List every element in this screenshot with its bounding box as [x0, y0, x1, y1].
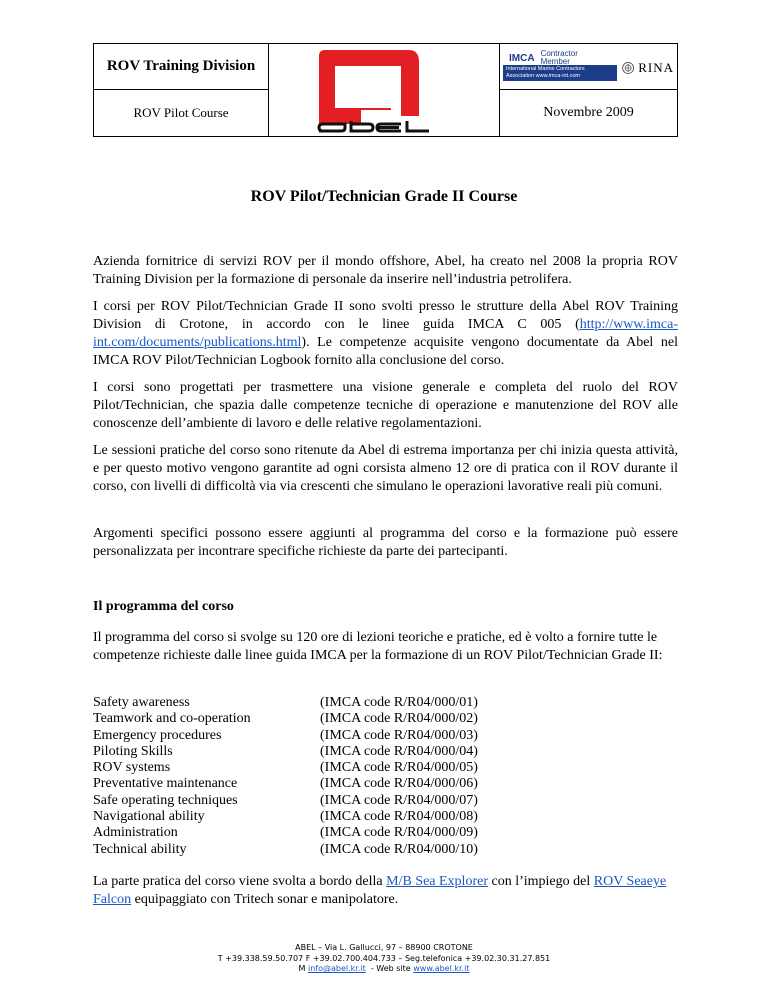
document-header: [93, 43, 678, 137]
imca-contractor-badge: IMCA Contractor Member International Marine Contractors Association www.imca-int.com: [503, 51, 617, 83]
practice-location-paragraph: La parte pratica del corso viene svolta a bordo della M/B Sea Explorer con l’impiego del ROV Seaeye Falcon equipaggiato con Tritech sonar e manipolatore.: [93, 874, 667, 907]
document-date: Novembre 2009: [499, 90, 677, 136]
design-paragraph: I corsi sono progettati per trasmettere una visione generale e completa del ruolo del ROV Pilot/Technician, che spazia dalle competenze tecniche di operazione e manutenzione del ROV alle conoscenze dell’ambiente di lavoro e delle relative regolamentazioni.: [93, 380, 678, 431]
list-item: Safe operating techniques (IMCA code R/R04/000/07): [93, 792, 478, 808]
list-item: Piloting Skills (IMCA code R/R04/000/04): [93, 743, 478, 759]
page-footer: [0, 943, 768, 975]
list-item: Safety awareness (IMCA code R/R04/000/01): [93, 695, 478, 710]
list-item: Teamwork and co-operation (IMCA code R/R04/000/02): [93, 711, 478, 727]
list-item: Navigational ability (IMCA code R/R04/000/08): [93, 809, 478, 825]
list-item: Emergency procedures (IMCA code R/R04/000/03): [93, 727, 478, 743]
program-intro: Il programma del corso si svolge su 120 ore di lezioni teoriche e pratiche, ed è volto a fornire tutte le competenze richieste dalle linee guida IMCA per la formazione di un ROV Pilot/Technician Grade II:: [93, 630, 663, 663]
imca-publications-link[interactable]: http://www.imca-int.com/documents/publications.html: [93, 317, 678, 350]
website-link[interactable]: www.abel.kr.it: [413, 964, 470, 973]
custom-paragraph: Argomenti specifici possono essere aggiunti al programma del corso e la formazione può essere personalizzata per incontrare specifiche richieste da parte dei partecipanti.: [93, 526, 678, 559]
practice-paragraph: Le sessioni pratiche del corso sono ritenute da Abel di estrema importanza per chi inizia questa attività, e per questo motivo vengono garantite ad ogni corsista almeno 12 ore di pratica con il ROV durante il corso, con livelli di difficoltà via via crescenti che simulano le operazioni lavorative reali più comuni.: [93, 443, 678, 494]
rina-logo: RINA: [622, 52, 674, 84]
footer-contacts: M info@abel.kr.it - Web site www.abel.kr.it: [298, 964, 470, 973]
footer-phones: T +39.338.59.50.707 F +39.02.700.404.733 – Seg.telefonica +39.02.30.31.27.851: [217, 953, 551, 963]
list-item: Preventative maintenance (IMCA code R/R04/000/06): [93, 776, 478, 792]
sea-explorer-link[interactable]: M/B Sea Explorer: [386, 874, 488, 889]
seaeye-falcon-link[interactable]: ROV Seaeye Falcon: [93, 874, 667, 907]
footer-address: ABEL – Via L. Gallucci, 97 – 88900 CROTONE: [295, 943, 473, 952]
abel-logo: [269, 44, 499, 136]
rina-seal-icon: [622, 55, 634, 81]
certification-logos: [499, 44, 677, 90]
list-item: ROV systems (IMCA code R/R04/000/05): [93, 760, 478, 776]
program-heading: Il programma del corso: [93, 599, 234, 614]
email-link[interactable]: info@abel.kr.it: [307, 964, 366, 973]
page-title: ROV Pilot/Technician Grade II Course: [250, 188, 518, 205]
intro-paragraph: Azienda fornitrice di servizi ROV per il mondo offshore, Abel, ha creato nel 2008 la propria ROV Training Division per la formazione di personale da inserire nell’industria petrolifera.: [93, 254, 678, 287]
list-item: Administration (IMCA code R/R04/000/09): [93, 825, 478, 841]
division-label: ROV Training Division: [94, 44, 269, 90]
list-item: Technical ability (IMCA code R/R04/000/10): [93, 841, 478, 857]
course-label: ROV Pilot Course: [94, 90, 269, 136]
courses-paragraph: I corsi per ROV Pilot/Technician Grade II sono svolti presso le strutture della Abel ROV Training Division di Crotone, in accordo con le linee guida IMCA C 005 (http://www.imca-int.com/documents/publications.html). Le competenze acquisite vengono documentate da Abel nel IMCA ROV Pilot/Technician Logbook fornito alla conclusione del corso.: [93, 299, 678, 368]
topics-list: [93, 695, 678, 858]
